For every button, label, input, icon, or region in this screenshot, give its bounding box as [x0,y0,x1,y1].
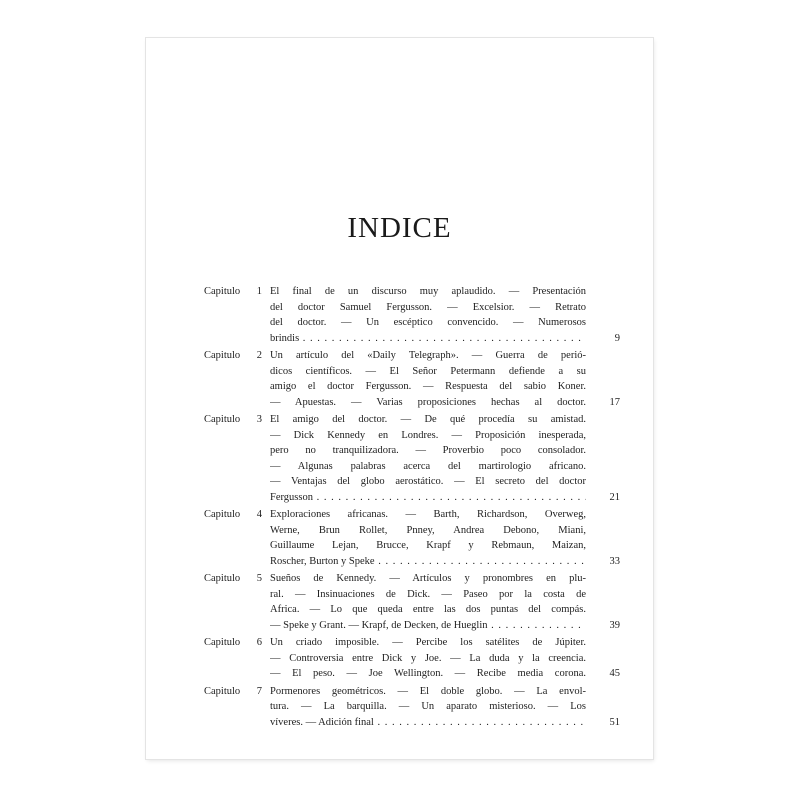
page-number: 21 [609,491,620,503]
chapter-label: Capitulo [204,637,241,648]
chapter-description [270,635,586,682]
description-line: — El peso. — Joe Wellington. — Recibe media corona. [270,668,586,679]
chapter-label: Capitulo [204,350,241,361]
description-line: Exploraciones africanas. — Barth, Richardson, Overweg, [270,509,586,520]
page-number: 33 [609,555,620,567]
description-line: Guillaume Lejan, Brucce, Krapf y Rebmaun, Maizan, [270,540,586,551]
page-number: 51 [609,716,620,728]
book-page [146,38,653,759]
description-line: — Ventajas del globo aerostático. — El secreto del doctor [270,476,586,487]
description-line: — Apuestas. — Varias proposiciones hechas al doctor. [270,396,586,408]
toc-entry [204,635,620,682]
page-number: 39 [609,619,620,631]
table-of-contents [204,284,620,732]
page-number: 17 [609,396,620,408]
description-line: — Dick Kennedy en Londres. — Proposición inesperada, [270,429,586,441]
description-line: ral. — Insinuaciones de Dick. — Paseo por la costa de [270,588,586,600]
toc-entry [204,348,620,410]
description-line: — Speke y Grant. — Krapf, de Decken, de Hueglin . . . [270,618,586,634]
chapter-label: Capitulo [204,509,241,520]
chapter-description [270,348,586,410]
chapter-description [270,412,586,505]
chapter-label: Capitulo [204,286,241,297]
description-line: tura. — La barquilla. — Un aparato misterioso. — Los [270,701,586,712]
chapter-number: 5 [256,573,262,584]
description-line: Pormenores geométricos. — El doble globo. — La envol- [270,685,586,697]
chapter-number: 4 [256,509,262,520]
description-line: — Algunas palabras acerca del martirologio africano. [270,460,586,472]
chapter-number: 6 [256,637,262,648]
description-line: Fergusson . . . [270,490,586,506]
chapter-description [270,571,586,633]
page-number: 45 [609,668,620,679]
description-line: El final de un discurso muy aplaudido. — Presentación [270,286,586,297]
chapter-label: Capitulo [204,414,241,425]
toc-entry [204,284,620,346]
description-line: Un criado imposible. — Percibe los satélites de Júpiter. [270,637,586,648]
description-line: Africa. — Lo que queda entre las dos puntas del compás. [270,604,586,615]
description-line: Un artículo del «Daily Telegraph». — Guerra de perió- [270,350,586,361]
chapter-number: 1 [256,286,262,297]
description-line: El amigo del doctor. — De qué procedía su amistad. [270,414,586,425]
description-line: Roscher, Burton y Speke . . . [270,554,586,570]
page-title: INDICE [347,212,452,244]
toc-entry [204,412,620,505]
chapter-number: 7 [256,685,262,697]
toc-entry [204,684,620,731]
chapter-number: 2 [256,350,262,361]
chapter-number: 3 [256,414,262,425]
chapter-description [270,507,586,569]
description-line: del doctor Samuel Fergusson. — Excelsior. — Retrato [270,301,586,313]
description-line: Werne, Brun Rollet, Pnney, Andrea Debono, Miani, [270,524,586,536]
chapter-description [270,284,586,346]
description-line: víveres. — Adición final . . . [270,715,586,731]
chapter-label: Capitulo [204,573,241,584]
page-number: 9 [614,332,620,344]
toc-entry [204,507,620,569]
chapter-label: Capitulo [204,685,241,697]
chapter-description [270,684,586,731]
description-line: del doctor. — Un escéptico convencido. — Numerosos [270,317,586,328]
description-line: brindis . . . [270,331,586,347]
description-line: amigo el doctor Fergusson. — Respuesta del sabio Koner. [270,381,586,392]
toc-entry [204,571,620,633]
description-line: — Controversia entre Dick y Joe. — La duda y la creencia. [270,652,586,664]
description-line: Sueños de Kennedy. — Artículos y pronombres en plu- [270,573,586,584]
description-line: pero no tranquilizadora. — Proverbio poco consolador. [270,445,586,456]
description-line: dicos científicos. — El Señor Petermann defiende a su [270,365,586,377]
